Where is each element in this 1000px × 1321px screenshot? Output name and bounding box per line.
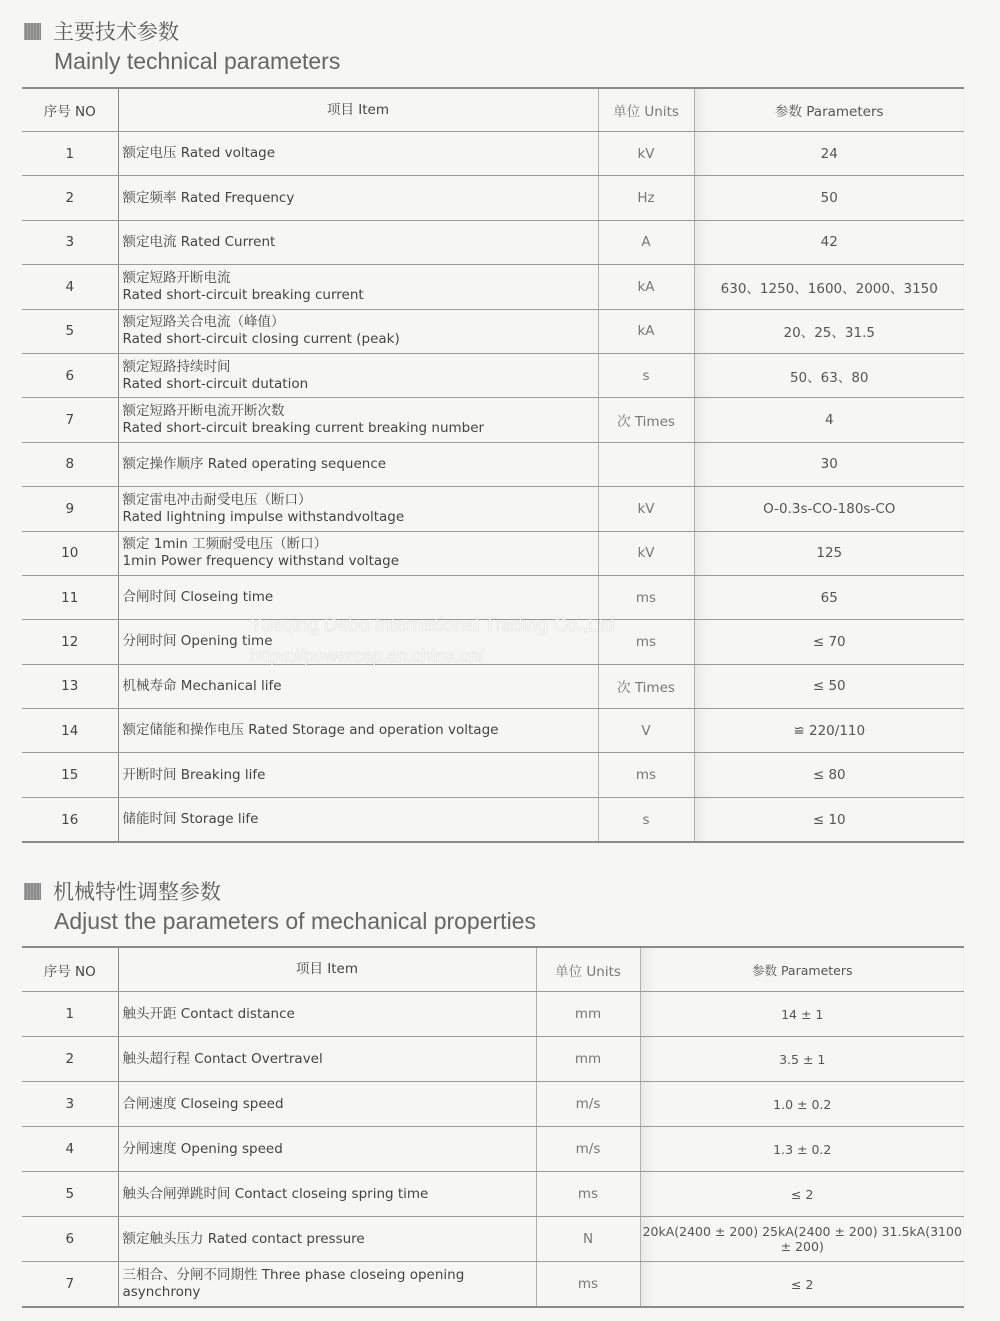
row-unit: 次 Times xyxy=(598,398,694,442)
row-param: ≤ 10 xyxy=(694,797,964,842)
row-no: 1 xyxy=(22,132,118,176)
table-row xyxy=(22,1217,964,1262)
row-item-line1: 额定频率 Rated Frequency xyxy=(122,189,295,206)
row-unit: ms xyxy=(536,1172,640,1217)
row-param: ≤ 2 xyxy=(640,1172,964,1217)
row-item xyxy=(118,1172,536,1217)
row-unit: V xyxy=(598,709,694,753)
technical-parameters-section xyxy=(22,14,964,843)
header-unit: 单位 Units xyxy=(598,88,694,132)
row-item-line1: 额定电流 Rated Current xyxy=(122,233,276,250)
row-item xyxy=(118,753,598,797)
row-unit: kA xyxy=(598,265,694,309)
table-row xyxy=(22,132,964,176)
row-unit: 次 Times xyxy=(598,664,694,708)
table-row xyxy=(22,709,964,753)
row-item xyxy=(118,442,598,486)
row-item xyxy=(118,1037,536,1082)
table-row xyxy=(22,992,964,1037)
square-bullet-icon xyxy=(24,883,41,900)
row-param: 125 xyxy=(694,531,964,575)
table-row xyxy=(22,220,964,264)
section-title-cn xyxy=(24,874,964,908)
row-item xyxy=(118,353,598,397)
row-unit: kV xyxy=(598,487,694,531)
row-item-line2: Rated short-circuit dutation xyxy=(122,375,309,392)
row-param: 4 xyxy=(694,398,964,442)
row-no: 14 xyxy=(22,709,118,753)
row-unit: s xyxy=(598,797,694,842)
row-no: 1 xyxy=(22,992,118,1037)
row-param: ≌ 220/110 xyxy=(694,709,964,753)
row-param: 20、25、31.5 xyxy=(694,309,964,353)
row-item-line1: 触头超行程 Contact Overtravel xyxy=(122,1050,323,1067)
table-row xyxy=(22,753,964,797)
table-header-row xyxy=(22,947,964,992)
header-param: 参数 Parameters xyxy=(640,947,964,992)
row-no: 5 xyxy=(22,309,118,353)
row-item xyxy=(118,176,598,220)
header-item: 项目 Item xyxy=(118,88,598,132)
row-param: 65 xyxy=(694,575,964,619)
row-item xyxy=(118,797,598,842)
row-no: 13 xyxy=(22,664,118,708)
row-param: 50、63、80 xyxy=(694,353,964,397)
row-item xyxy=(118,992,536,1037)
row-item-line1: 额定短路开断电流开断次数 xyxy=(122,403,285,420)
row-item-line1: 额定储能和操作电压 Rated Storage and operation voltage xyxy=(122,722,499,739)
row-unit: ms xyxy=(598,753,694,797)
row-item-line1: 额定短路关合电流（峰值） xyxy=(122,314,285,331)
table-row xyxy=(22,664,964,708)
row-item-line2: Rated short-circuit closing current (peak) xyxy=(122,331,400,348)
square-bullet-icon xyxy=(24,23,41,40)
table-row xyxy=(22,797,964,842)
row-no: 4 xyxy=(22,265,118,309)
header-no: 序号 NO xyxy=(22,88,118,132)
row-unit: kA xyxy=(598,309,694,353)
row-param: ≤ 50 xyxy=(694,664,964,708)
row-item-line1: 触头开距 Contact distance xyxy=(122,1005,295,1022)
row-unit: m/s xyxy=(536,1082,640,1127)
header-unit: 单位 Units xyxy=(536,947,640,992)
row-item-line1: 合闸时间 Closeing time xyxy=(122,589,274,606)
row-item-line1: 额定短路持续时间 xyxy=(122,358,231,375)
table-row xyxy=(22,620,964,664)
row-unit: kV xyxy=(598,132,694,176)
row-item-line1: 额定操作顺序 Rated operating sequence xyxy=(122,455,387,472)
section-title-cn-text: 主要技术参数 xyxy=(53,20,179,44)
row-no: 11 xyxy=(22,575,118,619)
table-row xyxy=(22,531,964,575)
row-param: 630、1250、1600、2000、3150 xyxy=(694,265,964,309)
row-item-line1: 额定短路开断电流 xyxy=(122,269,231,286)
section-title-cn-text: 机械特性调整参数 xyxy=(53,880,221,904)
row-item-line1: 机械寿命 Mechanical life xyxy=(122,677,282,694)
row-param: 20kA(2400 ± 200) 25kA(2400 ± 200) 31.5kA(3100 ± 200) xyxy=(640,1217,964,1262)
row-param: 50 xyxy=(694,176,964,220)
row-unit: Hz xyxy=(598,176,694,220)
row-no: 16 xyxy=(22,797,118,842)
row-item xyxy=(118,1217,536,1262)
row-param: 1.3 ± 0.2 xyxy=(640,1127,964,1172)
row-no: 9 xyxy=(22,487,118,531)
row-param: O-0.3s-CO-180s-CO xyxy=(694,487,964,531)
row-item-line1: 三相合、分闸不同期性 Three phase closeing opening asynchrony xyxy=(122,1267,465,1300)
row-param: 24 xyxy=(694,132,964,176)
header-item: 项目 Item xyxy=(118,947,536,992)
technical-parameters-table xyxy=(22,87,964,843)
row-param: 1.0 ± 0.2 xyxy=(640,1082,964,1127)
header-no: 序号 NO xyxy=(22,947,118,992)
row-no: 6 xyxy=(22,1217,118,1262)
row-item xyxy=(118,575,598,619)
row-no: 7 xyxy=(22,1262,118,1308)
row-unit: A xyxy=(598,220,694,264)
row-item-line1: 分闸时间 Opening time xyxy=(122,633,273,650)
section-title-en: Adjust the parameters of mechanical properties xyxy=(54,908,536,934)
row-item-line1: 储能时间 Storage life xyxy=(122,811,259,828)
row-param: ≤ 2 xyxy=(640,1262,964,1308)
table-row xyxy=(22,1172,964,1217)
row-item xyxy=(118,709,598,753)
row-item xyxy=(118,1262,536,1308)
row-param: 3.5 ± 1 xyxy=(640,1037,964,1082)
row-unit: ms xyxy=(598,620,694,664)
row-unit: N xyxy=(536,1217,640,1262)
table-row xyxy=(22,442,964,486)
row-param: ≤ 70 xyxy=(694,620,964,664)
row-item-line2: Rated lightning impulse withstandvoltage xyxy=(122,508,405,525)
table-row xyxy=(22,487,964,531)
row-item-line1: 触头合闸弹跳时间 Contact closeing spring time xyxy=(122,1185,429,1202)
table-row xyxy=(22,1037,964,1082)
table-row xyxy=(22,176,964,220)
row-item xyxy=(118,265,598,309)
watermark-url: https://powercap.en.china.cn/ xyxy=(250,646,485,666)
mechanical-properties-section xyxy=(22,874,964,1308)
section-title-en: Mainly technical parameters xyxy=(54,48,341,74)
row-unit: mm xyxy=(536,992,640,1037)
row-param: ≤ 80 xyxy=(694,753,964,797)
table-row xyxy=(22,575,964,619)
row-no: 12 xyxy=(22,620,118,664)
row-no: 3 xyxy=(22,1082,118,1127)
row-item-line1: 额定触头压力 Rated contact pressure xyxy=(122,1230,365,1247)
row-item-line1: 额定电压 Rated voltage xyxy=(122,145,276,162)
table-row xyxy=(22,309,964,353)
row-item xyxy=(118,487,598,531)
row-no: 2 xyxy=(22,1037,118,1082)
row-item xyxy=(118,664,598,708)
watermark-company: Yueqing Debo International Trading Co.,Ltd xyxy=(250,615,615,636)
header-param: 参数 Parameters xyxy=(694,88,964,132)
row-item xyxy=(118,132,598,176)
row-unit: mm xyxy=(536,1037,640,1082)
mechanical-properties-table xyxy=(22,946,964,1308)
table-row xyxy=(22,1262,964,1308)
row-unit: ms xyxy=(598,575,694,619)
row-no: 6 xyxy=(22,353,118,397)
row-param: 30 xyxy=(694,442,964,486)
row-no: 4 xyxy=(22,1127,118,1172)
row-item xyxy=(118,398,598,442)
table-header-row xyxy=(22,88,964,132)
table-row xyxy=(22,353,964,397)
row-unit: s xyxy=(598,353,694,397)
row-item-line2: 1min Power frequency withstand voltage xyxy=(122,553,400,570)
row-item-line1: 合闸速度 Closeing speed xyxy=(122,1095,284,1112)
row-item xyxy=(118,220,598,264)
row-no: 3 xyxy=(22,220,118,264)
row-no: 15 xyxy=(22,753,118,797)
table-row xyxy=(22,398,964,442)
row-item-line1: 额定 1min 工频耐受电压（断口） xyxy=(122,536,328,553)
section-title-cn xyxy=(24,14,964,48)
row-item xyxy=(118,1127,536,1172)
row-item xyxy=(118,531,598,575)
row-item xyxy=(118,1082,536,1127)
row-no: 5 xyxy=(22,1172,118,1217)
row-unit xyxy=(598,442,694,486)
row-item-line1: 额定雷电冲击耐受电压（断口） xyxy=(122,491,312,508)
row-item-line2: Rated short-circuit breaking current xyxy=(122,286,364,303)
table-row xyxy=(22,1127,964,1172)
row-unit: ms xyxy=(536,1262,640,1308)
row-unit: m/s xyxy=(536,1127,640,1172)
row-item xyxy=(118,620,598,664)
row-no: 7 xyxy=(22,398,118,442)
row-param: 14 ± 1 xyxy=(640,992,964,1037)
row-no: 2 xyxy=(22,176,118,220)
table-row xyxy=(22,1082,964,1127)
table-row xyxy=(22,265,964,309)
row-item xyxy=(118,309,598,353)
row-no: 10 xyxy=(22,531,118,575)
row-no: 8 xyxy=(22,442,118,486)
row-item-line2: Rated short-circuit breaking current breaking number xyxy=(122,420,485,437)
row-item-line1: 开断时间 Breaking life xyxy=(122,766,266,783)
row-item-line1: 分闸速度 Opening speed xyxy=(122,1140,283,1157)
row-unit: kV xyxy=(598,531,694,575)
row-param: 42 xyxy=(694,220,964,264)
